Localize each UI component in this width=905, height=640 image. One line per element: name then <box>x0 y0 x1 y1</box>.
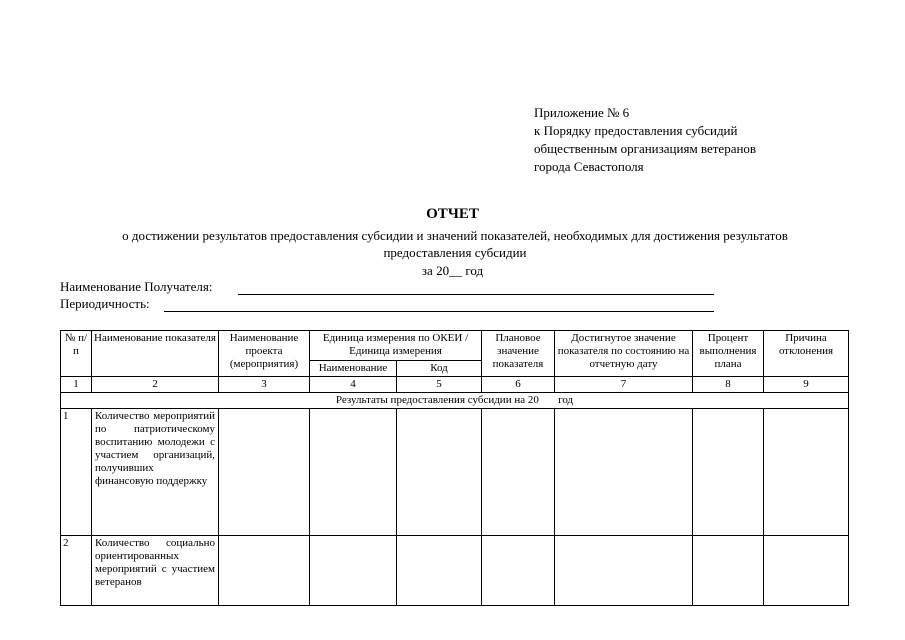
header-percent: Процент выполнения плана <box>693 331 764 377</box>
row-unit-code-cell[interactable] <box>397 536 482 606</box>
column-number: 5 <box>397 377 482 393</box>
row-unit-code-cell[interactable] <box>397 409 482 536</box>
report-table <box>60 330 849 606</box>
row-achieved-cell[interactable] <box>555 536 693 606</box>
appendix-line-4: города Севастополя <box>534 159 644 174</box>
table-row <box>61 536 849 606</box>
column-number: 4 <box>310 377 397 393</box>
header-reason: Причина отклонения <box>764 331 849 377</box>
section-row <box>61 393 849 409</box>
header-unit-name: Наименование <box>310 361 397 377</box>
row-reason-cell[interactable] <box>764 536 849 606</box>
appendix-line-2: к Порядку предоставления субсидий <box>534 123 738 138</box>
periodicity-fill-line[interactable] <box>164 311 714 312</box>
row-planned-cell[interactable] <box>482 409 555 536</box>
column-number: 8 <box>693 377 764 393</box>
header-unit: Единица измерения по ОКЕИ / Единица измерения <box>310 331 482 361</box>
row-achieved-cell[interactable] <box>555 409 693 536</box>
appendix-block <box>534 104 756 176</box>
column-number: 6 <box>482 377 555 393</box>
section-title: Результаты предоставления субсидии на 20 год <box>61 393 849 409</box>
row-indicator: Количество мероприятий по патриотическому воспитанию молодежи с участием организаций, получивших финансовую поддержку <box>92 409 219 536</box>
row-num: 1 <box>61 409 92 536</box>
appendix-line-3: общественным организациям ветеранов <box>534 141 757 156</box>
row-indicator: Количество социально ориентированных мероприятий с участием ветеранов <box>92 536 219 606</box>
column-number: 9 <box>764 377 849 393</box>
row-unit-name-cell[interactable] <box>310 409 397 536</box>
header-achieved: Достигнутое значение показателя по состоянию на отчетную дату <box>555 331 693 377</box>
column-number: 1 <box>61 377 92 393</box>
header-unit-code: Код <box>397 361 482 377</box>
header-indicator: Наименование показателя <box>92 331 219 377</box>
recipient-label: Наименование Получателя: <box>60 279 213 294</box>
appendix-line-1: Приложение № 6 <box>534 105 630 120</box>
row-project-cell[interactable] <box>219 409 310 536</box>
column-number-row <box>61 377 849 393</box>
row-unit-name-cell[interactable] <box>310 536 397 606</box>
row-percent-cell[interactable] <box>693 409 764 536</box>
row-project-cell[interactable] <box>219 536 310 606</box>
row-num: 2 <box>61 536 92 606</box>
recipient-fill-line[interactable] <box>238 294 714 295</box>
row-percent-cell[interactable] <box>693 536 764 606</box>
report-year-line: за 20__ год <box>421 263 484 278</box>
header-num: № п/п <box>61 331 92 377</box>
column-number: 3 <box>219 377 310 393</box>
report-title: ОТЧЕТ <box>426 206 479 222</box>
header-planned: Плановое значение показателя <box>482 331 555 377</box>
header-project: Наименование проекта (мероприятия) <box>219 331 310 377</box>
periodicity-label: Периодичность: <box>60 296 150 311</box>
report-subtitle: о достижении результатов предоставления субсидии и значений показателей, необходимых для достижения результатов предоставления субсидии <box>122 228 788 260</box>
header-row-top <box>61 331 849 361</box>
row-planned-cell[interactable] <box>482 536 555 606</box>
column-number: 7 <box>555 377 693 393</box>
column-number: 2 <box>92 377 219 393</box>
row-reason-cell[interactable] <box>764 409 849 536</box>
table-row <box>61 409 849 536</box>
